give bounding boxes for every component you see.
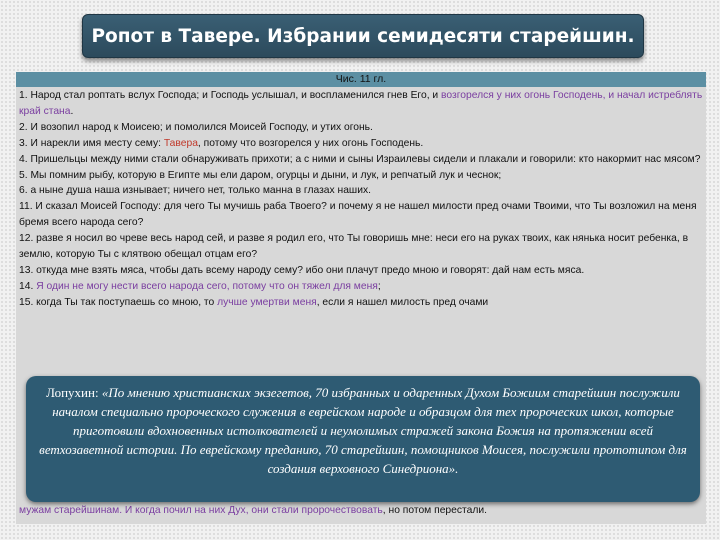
chapter-header (16, 72, 706, 87)
verse-text: . (70, 105, 74, 117)
verse-text: 2. И возопил народ к Моисею; и помолился Моисей Господу, и утих огонь. (19, 121, 373, 133)
verse-list (16, 87, 706, 311)
highlighted-text: Я один не могу нести всего народа сего, потому что он тяжел для меня (36, 280, 378, 292)
verse-text: 5. Мы помним рыбу, которую в Египте мы ели даром, огурцы и дыни, и лук, и репчатый лук и чеснок; (19, 169, 502, 181)
verse-0 (19, 88, 703, 120)
verse-5 (19, 183, 703, 199)
chapter-reference: Чис. 11 гл. (335, 73, 387, 85)
slide-title (82, 14, 644, 58)
verse-text: , но потом перестали. (382, 505, 487, 516)
verse-text: 4. Пришельцы между ними стали обнаруживать прихоти; а с ними и сыны Израилевы сидели и плакали и говорили: кто накормит нас мясом? (19, 153, 701, 165)
verse-text: 15. когда Ты так поступаешь со мною, то (19, 296, 218, 308)
highlighted-text: лучше умертви меня (217, 296, 317, 308)
verse-text: , потому что возгорелся у них огонь Господень. (197, 137, 424, 149)
verse-text: ; (377, 280, 381, 292)
verse-text: 6. а ныне душа наша изнывает; ничего нет, только манна в глазах наших. (19, 185, 371, 197)
verse-text: 14. (19, 280, 37, 292)
verse-9 (19, 279, 703, 295)
highlighted-text: мужам старейшинам. И когда почил на них Дух, (19, 505, 252, 516)
verse-1 (19, 120, 703, 136)
verse-text: 11. И сказал Моисей Господу: для чего Ты мучишь раба Твоего? и почему я не нашел милости пред очами Твоими, что Ты возложил на меня бремя всего народа сего? (19, 201, 697, 229)
commentary-author: Лопухин: (46, 385, 99, 400)
verse-text: 12. разве я носил во чреве весь народ сей, и разве я родил его, что Ты говоришь мне: неси его на руках твоих, как нянька носит ребенка, в землю, которую Ты с клятвою обещал отцам его? (19, 233, 689, 261)
verse-text: 13. откуда мне взять мяса, чтобы дать всему народу сему? ибо они плачут предо мною и говорят: дай нам есть мяса. (19, 264, 585, 276)
highlighted-text: Тавера (163, 137, 198, 149)
verse-text: 3. И нарекли имя месту сему: (19, 137, 164, 149)
verse-text: 1. Народ стал роптать вслух Господа; и Господь услышал, и воспламенился гнев Его, и (19, 90, 442, 101)
commentary-callout (26, 376, 700, 502)
highlighted-text: они стали пророчествовать (251, 505, 383, 516)
verse-last-line (19, 503, 703, 519)
verse-2 (19, 136, 703, 152)
verse-10 (19, 295, 703, 311)
verse-text: , если я нашел милость пред очами (316, 296, 489, 308)
highlighted-text: возгорелся у них огонь Господень, и начал истреблять край стана (19, 90, 703, 117)
verse-7 (19, 231, 703, 263)
verse-3 (19, 152, 703, 168)
slide-title-text: Ропот в Тавере. Избрании семидесяти старейшин. (91, 25, 635, 47)
commentary-text: «По мнению христианских экзегетов, 70 избранных и одаренных Духом Божиим старейшин послужили началом специально пророческого служения в еврейском народе и образцом для тех пророческих школ, которые приготовили вдохновенных истолкователей и неумолимых стражей закона Божия на протяжении всей ветхозаветной истории. По еврейскому преданию, 70 старейшин, помощников Моисея, послужили прототипом для создания верховного Синедриона». (39, 385, 687, 476)
verse-8 (19, 263, 703, 279)
verse-4 (19, 168, 703, 184)
verse-6 (19, 199, 703, 231)
